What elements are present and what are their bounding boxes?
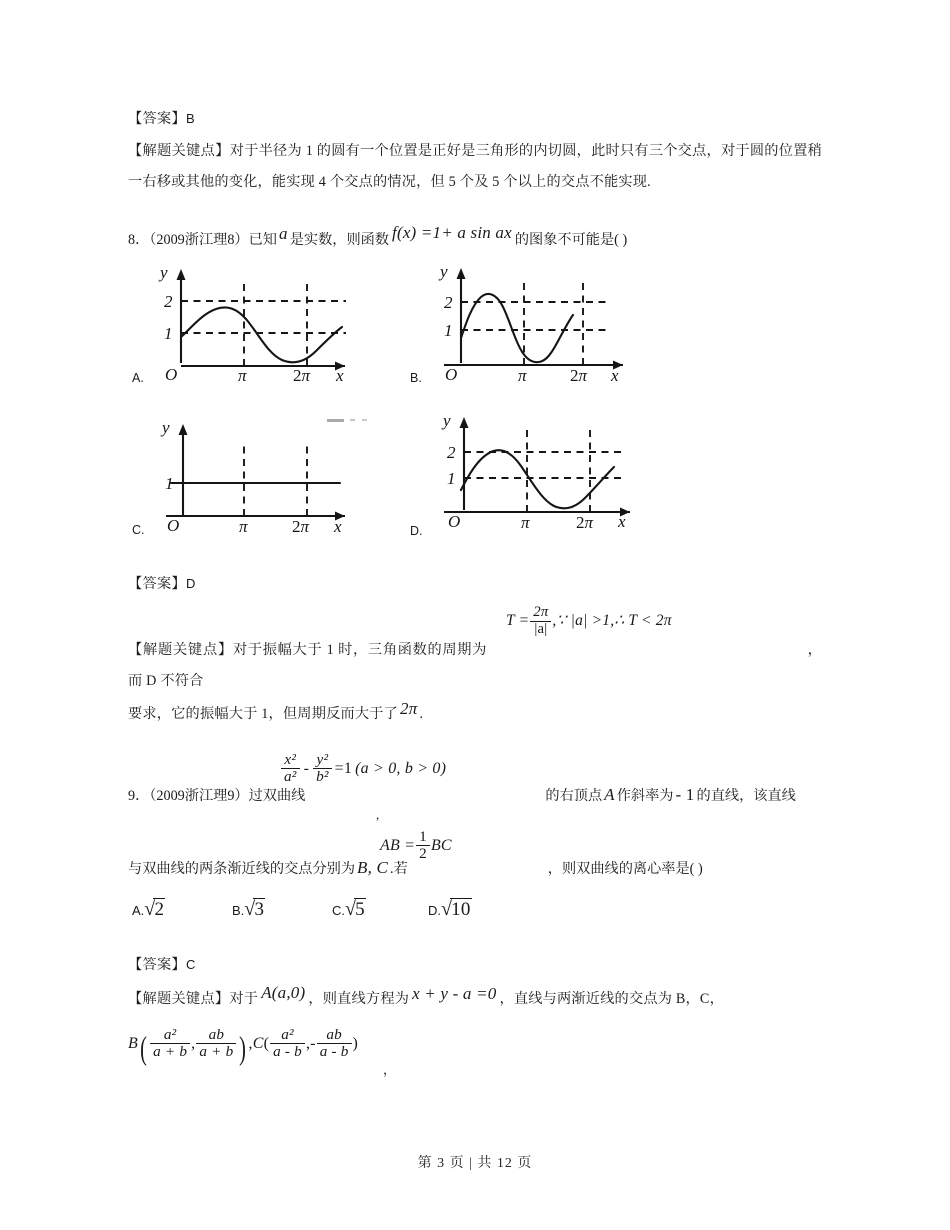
graph-c-y-arrow [179,424,188,435]
q9-relation-lhs: AB = [380,837,416,855]
graph-b-svg [418,255,648,383]
q9-choice-b-radicand: 3 [254,899,265,920]
q9-hyperbola-x-num: x² [284,751,297,768]
graph-d-xtick-pi: π [521,513,530,532]
q9-points-bc-formula [128,1027,358,1068]
graph-b-y-arrow [457,268,466,279]
q9-hyperbola-row [128,751,822,796]
page-footer: 第 3 页 | 共 12 页 [417,1156,533,1171]
graph-d-curve [461,450,614,508]
q9-point-c-name: C [252,1035,264,1053]
q9-source: （2009浙江理9） [149,788,249,804]
q8-key-text-3: 要求，它的振幅大于 1，但周期反而大于了 [128,706,399,722]
scan-artifact-1 [327,419,344,422]
q8-key-tail-formula: 2π [400,699,418,718]
q9-hyperbola-x-den: a² [281,768,300,785]
graph-a-curve [181,307,342,362]
graph-a-ytick-2: 2 [164,292,173,311]
graph-c-x-label: x [334,517,342,533]
q9-point-a-coords: A(a,0) [261,983,306,1002]
q8-option-graphs [128,259,822,559]
graph-c-svg [140,411,370,533]
graph-b-ytick-1: 1 [444,321,453,340]
q7-answer-label: 【答案】 [128,111,186,127]
q9-relation-rhs: BC [430,837,452,855]
graph-a-y-label: y [160,263,168,282]
q8-text-3: 的图象不可能是( ) [514,232,628,248]
q9-choices [128,890,822,934]
q9-point-c-x [270,1027,305,1061]
q9-point-b-close-paren: ) [239,1030,247,1067]
q8-option-b-graph [410,255,648,385]
graph-b-origin: O [445,365,458,383]
q9-relation-formula [380,829,452,863]
graph-c-xtick-2pi: 2π [292,517,310,533]
q9-points-bc: B, C [357,858,389,877]
q9-hyperbola-y-num: y² [316,751,329,768]
q8-key-paragraph-2 [128,697,822,730]
q9-choice-b-value [244,898,265,921]
q8-option-b-letter: B. [410,371,422,385]
q7-key-label: 【解题关键点】 [128,143,230,159]
q8-key-paragraph-1 [128,635,822,697]
graph-b-curve [461,294,573,362]
q9-point-b-name: B [128,1035,138,1053]
q8-answer-value: D [185,576,196,591]
q8-answer-label: 【答案】 [128,576,186,592]
graph-d-ytick-2: 2 [447,443,456,462]
q8-key-label: 【解题关键点】 [128,642,233,658]
q9-choice-c [332,898,366,921]
q8-period-numerator: 2π [533,604,549,620]
q8-text-1: 已知 [248,232,277,248]
graph-b-y-label: y [440,262,448,281]
q9-point-a: A [604,785,615,804]
q8-formula-row [128,601,822,635]
q7-answer-value: B [185,111,195,126]
q8-option-c-letter: C. [132,523,145,537]
q9-point-c-close-paren: ) [352,1035,359,1053]
graph-b-xtick-pi: π [518,366,527,383]
q8-source: （2009浙江理8） [149,232,249,248]
q9-choice-a-radical: √ [144,898,156,920]
q8-period-rest: ,∵ |a| >1,∴ T < 2π [552,611,672,629]
q9-choice-a-radicand: 2 [154,899,165,920]
q9-choice-d-radicand: 10 [451,899,471,920]
scan-artifact-3 [362,419,367,421]
q8-option-a-letter: A. [132,371,144,385]
q8-period-fraction [530,605,551,638]
q8-number: 8． [128,232,150,248]
q8-period-denominator: |a| [530,621,551,638]
q9-text-4: 的直线，该直线 [696,788,796,804]
q9-text-6: .若 [390,861,408,877]
graph-d-origin: O [448,512,461,531]
q9-hyperbola-minus: - [303,760,310,778]
q9-line-equation: x + y - a =0 [412,984,497,1003]
q9-answer-line [128,950,822,980]
graph-c-xtick-pi: π [239,517,248,533]
q8-period-formula [506,605,672,638]
q9-point-b-x [150,1027,190,1061]
q9-point-b-open-paren: ( [140,1030,147,1067]
q8-key-text-2: ，而 D 不符合 [128,642,822,689]
q9-key-text-2: ，则直线方程为 [308,991,410,1007]
graph-b-xtick-2pi: 2π [570,366,588,383]
q9-choice-b [232,898,265,921]
q9-relation-den: 2 [416,845,430,862]
q9-point-c-open-paren: ( [263,1035,270,1053]
q9-choice-d [428,898,472,921]
graph-c-ytick-1: 1 [165,474,174,493]
q9-answer-value: C [185,957,196,972]
scan-artifact-2 [350,419,355,421]
q9-point-b-y-den: a + b [196,1043,236,1060]
q9-point-c-y-sign: - [310,1035,316,1053]
graph-d-y-arrow [460,417,469,428]
graph-a-origin: O [165,365,178,381]
q8-option-d-graph [410,404,658,538]
q9-choice-d-value [441,898,472,921]
q9-choice-c-letter: C. [332,903,345,918]
q9-relation-row [128,828,822,865]
q9-key-label: 【解题关键点】 [128,991,230,1007]
q8-option-d-letter: D. [410,524,423,538]
q9-point-c-y [317,1027,352,1061]
q9-answer-label: 【答案】 [128,957,186,973]
q9-key-text-1: 对于 [229,991,259,1007]
q9-point-c-x-num: a² [281,1026,294,1043]
graph-a-ytick-1: 1 [164,324,173,343]
q8-option-a-graph [132,259,370,385]
graph-a-x-label: x [336,366,344,381]
q9-choice-a [132,898,165,921]
q9-point-b-comma: , [191,1035,196,1053]
q9-choice-a-value [144,898,165,921]
q9-relation-num: 1 [419,828,427,845]
q7-key-text: 对于半径为 1 的圆有一个位置是正好是三角形的内切圆，此时只有三个交点，对于圆的位置稍一右移或其他的变化，能实现 4 个交点的情况，但 5 个及 5 个以上的交点不能实现. [128,143,822,190]
q7-key-paragraph [128,136,822,198]
graph-b-ytick-2: 2 [444,293,453,312]
q9-text-5: 与双曲线的两条渐近线的交点分别为 [128,861,356,877]
graph-a-xtick-pi: π [238,366,247,381]
q7-answer-line [128,104,822,134]
q9-hyperbola-y-term [313,752,332,786]
graph-c-y-label: y [162,418,170,437]
q9-slope: - 1 [675,785,695,804]
graph-d-ytick-1: 1 [447,469,456,488]
q9-point-b-y [196,1027,236,1061]
q9-choice-c-radical: √ [345,898,357,920]
graph-b-x-label: x [611,366,619,383]
q8-formula: f(x) =1+ a sin ax [392,223,512,242]
graph-d-y-label: y [443,411,451,430]
q8-key-text-1: 对于振幅大于 1 时，三角函数的周期为 [232,642,488,658]
q9-text-1: 过双曲线 [248,788,306,804]
q9-points-separator: , [248,1035,253,1053]
q9-key-paragraph [128,982,822,1015]
q9-point-c-x-den: a - b [270,1043,305,1060]
q9-hyperbola-condition: (a > 0, b > 0) [355,760,447,778]
q8-option-c-graph [132,411,370,537]
q9-choice-c-value [345,898,366,921]
q9-number: 9． [128,788,150,804]
q9-relation-fraction [416,829,430,863]
q8-key-text-4: . [419,706,424,722]
q9-point-b-x-den: a + b [150,1043,190,1060]
question-8-statement [128,224,822,255]
q9-point-b-y-num: ab [208,1026,225,1043]
graph-a-svg [140,259,370,381]
q9-points-formula-row [128,1025,822,1083]
graph-d-xtick-2pi: 2π [576,513,594,532]
q9-trailing-comma: ， [383,1062,397,1077]
q9-key-text-3: ，直线与两渐近线的交点为 B，C， [499,991,724,1007]
q9-text-3: 作斜率为 [616,788,674,804]
q9-hyperbola-x-term [281,752,300,786]
graph-c-origin: O [167,516,180,533]
graph-d-x-label: x [618,512,626,531]
q9-stray-comma: , [376,807,380,822]
q9-point-c-y-num: ab [326,1026,342,1043]
graph-d-svg [418,404,658,534]
q8-answer-line [128,569,822,599]
q8-variable-a: a [279,224,288,243]
q8-text-2: 是实数，则函数 [289,232,390,248]
graph-a-xtick-2pi: 2π [293,366,311,381]
graph-a-y-arrow [177,269,186,280]
page-content [128,104,822,1083]
q9-choice-a-letter: A. [132,903,145,918]
q9-point-b-x-num: a² [163,1026,177,1043]
q9-text-7: ，则双曲线的离心率是( ) [547,861,703,877]
q9-hyperbola-y-den: b² [313,768,332,785]
q9-choice-d-radical: √ [441,898,453,920]
q9-point-c-y-den: a - b [317,1043,352,1060]
q9-choice-b-radical: √ [244,898,256,920]
q9-choice-b-letter: B. [232,903,245,918]
q8-period-lhs: T = [506,611,530,629]
q9-hyperbola-formula [280,752,446,786]
q9-text-2: 的右顶点 [545,788,603,804]
q9-point-c-comma: , [305,1035,311,1053]
q9-hyperbola-rhs: =1 [334,760,353,778]
q9-choice-d-letter: D. [428,903,441,918]
q9-stray-comma-row [128,807,822,831]
q9-choice-c-radicand: 5 [355,899,365,920]
